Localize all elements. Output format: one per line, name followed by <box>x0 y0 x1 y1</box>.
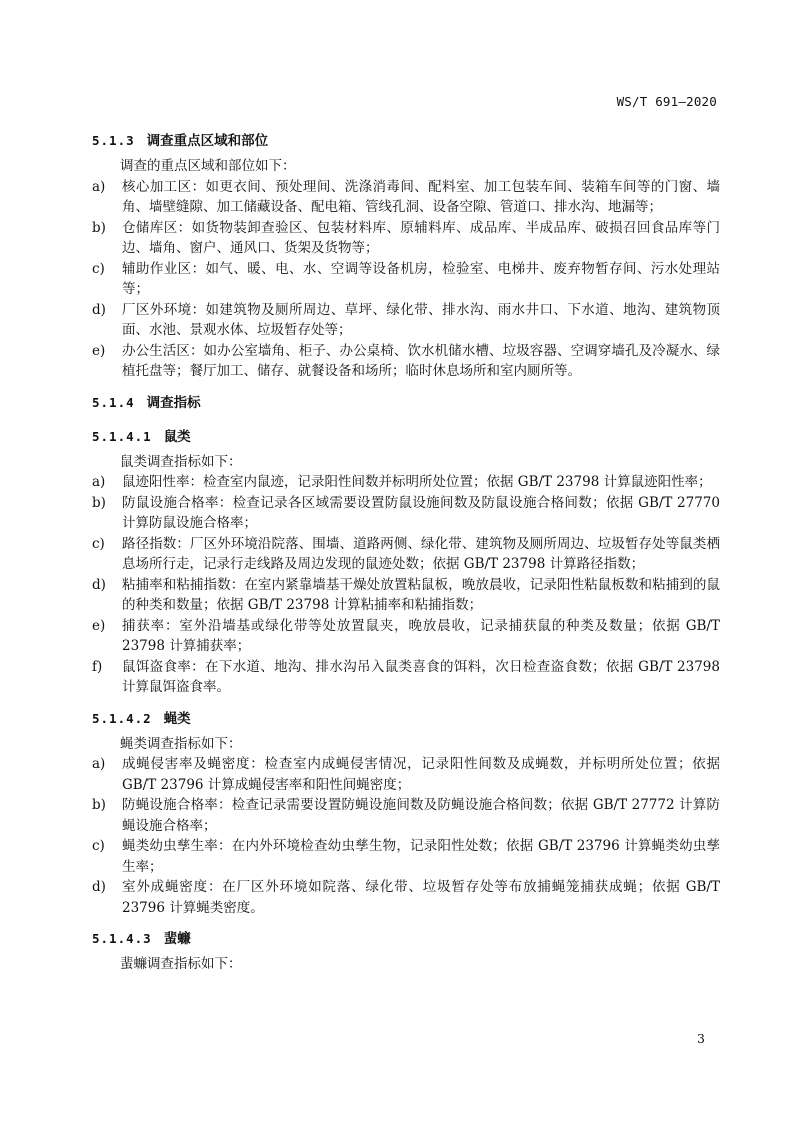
section-title: 蜚蠊 <box>163 931 191 947</box>
item-marker: a) <box>92 756 106 772</box>
list-item <box>92 218 720 259</box>
section-heading <box>92 128 720 154</box>
item-marker: c) <box>92 838 105 854</box>
item-text: 防蝇设施合格率：检查记录需要设置防蝇设施间数及防蝇设施合格间数；依据 GB/T 27772 计算防蝇设施合格率； <box>122 797 720 834</box>
item-text: 鼠饵盗食率：在下水道、地沟、排水沟吊入鼠类喜食的饵料，次日检查盗食数；依据 GB/T 23798 计算鼠饵盗食率。 <box>122 658 720 695</box>
list-item <box>92 341 720 382</box>
item-text: 捕获率：室外沿墙基或绿化带等处放置鼠夹，晚放晨收，记录捕获鼠的种类及数量；依据 GB/T 23798 计算捕获率； <box>122 617 720 654</box>
item-marker: d) <box>92 576 106 593</box>
page-number: 3 <box>697 1031 705 1046</box>
list-item <box>92 616 720 657</box>
item-marker: b) <box>92 494 106 511</box>
item-marker: a) <box>92 178 106 195</box>
item-marker: f) <box>92 658 103 675</box>
item-marker: e) <box>92 342 106 359</box>
item-text: 核心加工区：如更衣间、预处理间、洗涤消毒间、配料室、加工包装车间、装箱车间等的门窗、墙角、墙壁缝隙、加工储藏设备、配电箱、管线孔洞、设备空隙、管道口、排水沟、地漏等； <box>122 178 720 215</box>
list-item <box>92 493 720 534</box>
item-text: 辅助作业区：如气、暖、电、水、空调等设备机房，检验室、电梯井、废弃物暂存间、污水处理站等； <box>122 260 720 297</box>
section-title: 调查指标 <box>146 394 201 411</box>
item-marker: b) <box>92 219 106 236</box>
list-item <box>92 177 720 218</box>
list-item <box>92 877 720 918</box>
list-item <box>92 259 720 300</box>
list-item <box>92 472 720 493</box>
item-list <box>92 754 720 918</box>
item-list <box>92 472 720 698</box>
section-number: 5.1.4.3 <box>92 931 152 946</box>
item-text: 办公生活区：如办公室墙角、柜子、办公桌椅、饮水机储水槽、垃圾容器、空调穿墙孔及冷凝水、绿植托盘等；餐厅加工、储存、就餐设备和场所；临时休息场所和室内厕所等。 <box>122 342 720 379</box>
list-item <box>92 575 720 616</box>
list-item <box>92 795 720 836</box>
item-marker: c) <box>92 260 105 277</box>
item-marker: e) <box>92 617 106 634</box>
list-item <box>92 657 720 698</box>
item-marker: d) <box>92 879 106 895</box>
item-text: 防鼠设施合格率：检查记录各区域需要设置防鼠设施间数及防鼠设施合格间数；依据 GB/T 27770 计算防鼠设施合格率； <box>122 494 720 531</box>
section-title: 蝇类 <box>163 710 191 727</box>
section-heading <box>92 390 720 416</box>
item-text: 粘捕率和粘捕指数：在室内紧靠墙基干燥处放置粘鼠板，晚放晨收，记录阳性粘鼠板数和粘捕到的鼠的种类和数量；依据 GB/T 23798 计算粘捕率和粘捕指数； <box>122 576 720 613</box>
section-title: 调查重点区域和部位 <box>146 133 269 149</box>
section-intro: 鼠类调查指标如下： <box>120 453 242 470</box>
item-text: 成蝇侵害率及蝇密度：检查室内成蝇侵害情况，记录阳性间数及成蝇数，并标明所处位置；依据 GB/T 23796 计算成蝇侵害率和阳性间蝇密度； <box>122 756 720 793</box>
section-number: 5.1.4.2 <box>92 710 152 726</box>
document-id-header: WS/T 691—2020 <box>616 94 717 109</box>
item-text: 室外成蝇密度：在厂区外环境如院落、绿化带、垃圾暂存处等布放捕蝇笼捕获成蝇；依据 GB/T 23796 计算蝇类密度。 <box>122 879 720 916</box>
item-text: 蝇类幼虫孳生率：在内外环境检查幼虫孳生物，记录阳性处数；依据 GB/T 23796 计算蝇类幼虫孳生率； <box>122 838 720 875</box>
section-heading <box>92 424 720 450</box>
section-intro: 调查的重点区域和部位如下： <box>120 158 296 174</box>
section-intro: 蝇类调查指标如下： <box>120 735 242 752</box>
list-item <box>92 534 720 575</box>
item-text: 厂区外环境：如建筑物及厕所周边、草坪、绿化带、排水沟、雨水井口、下水道、地沟、建筑物顶面、水池、景观水体、垃圾暂存处等； <box>122 301 720 338</box>
list-item <box>92 300 720 341</box>
section-heading <box>92 706 720 732</box>
list-item <box>92 754 720 795</box>
item-list <box>92 177 720 382</box>
item-text: 仓储库区：如货物装卸查验区、包装材料库、原辅料库、成品库、半成品库、破损召回食品库等门边、墙角、窗户、通风口、货架及货物等； <box>122 219 720 256</box>
item-marker: b) <box>92 797 106 813</box>
item-marker: d) <box>92 301 106 318</box>
item-marker: a) <box>92 474 106 490</box>
section-number: 5.1.3 <box>92 133 135 148</box>
list-item <box>92 836 720 877</box>
section-intro: 蜚蠊调查指标如下： <box>120 956 242 972</box>
document-body <box>92 126 720 975</box>
item-text: 路径指数：厂区外环境沿院落、围墙、道路两侧、绿化带、建筑物及厕所周边、垃圾暂存处等鼠类栖息场所行走，记录行走线路及周边发现的鼠迹处数；依据 GB/T 23798 计算路径指数； <box>122 535 720 572</box>
item-marker: c) <box>92 535 105 552</box>
section-number: 5.1.4.1 <box>92 428 152 444</box>
item-text: 鼠迹阳性率：检查室内鼠迹，记录阳性间数并标明所处位置；依据 GB/T 23798 计算鼠迹阳性率； <box>122 474 712 490</box>
section-title: 鼠类 <box>163 428 191 445</box>
section-heading <box>92 926 720 952</box>
section-number: 5.1.4 <box>92 394 135 410</box>
